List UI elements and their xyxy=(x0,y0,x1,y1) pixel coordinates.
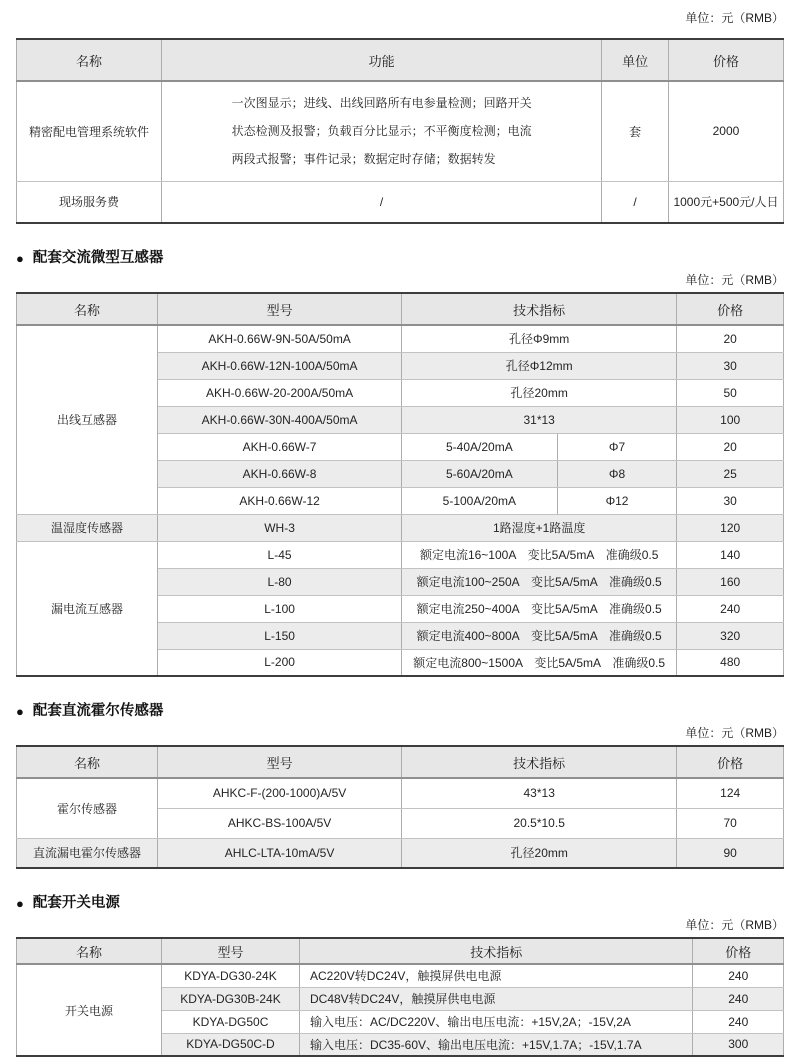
model-cell: AKH-0.66W-8 xyxy=(158,460,402,487)
model-cell: KDYA-DG50C xyxy=(161,1010,299,1033)
price-cell: 30 xyxy=(677,352,784,379)
tech-cell: AC220V转DC24V，触摸屏供电电源 xyxy=(300,964,693,987)
tech-cell: 输入电压：AC/DC220V、输出电压电流：+15V,2A；-15V,2A xyxy=(300,1010,693,1033)
tech-cell: 孔径20mm xyxy=(402,838,677,868)
price-cell: 1000元+500元/人日 xyxy=(668,181,783,223)
price-cell: 240 xyxy=(693,987,784,1010)
model-cell: L-150 xyxy=(158,622,402,649)
model-cell: AKH-0.66W-7 xyxy=(158,433,402,460)
function-cell xyxy=(161,81,601,181)
bullet-icon: ● xyxy=(16,250,24,266)
group-name-cell: 漏电流互感器 xyxy=(17,541,158,676)
table-row xyxy=(17,514,784,541)
column-header-price: 价格 xyxy=(677,293,784,325)
price-cell: 100 xyxy=(677,406,784,433)
name-cell: 精密配电管理系统软件 xyxy=(17,81,162,181)
price-cell: 240 xyxy=(677,595,784,622)
price-cell: 2000 xyxy=(668,81,783,181)
price-cell: 124 xyxy=(677,778,784,808)
table-row xyxy=(17,81,784,181)
model-cell: AKH-0.66W-12N-100A/50mA xyxy=(158,352,402,379)
function-line: 状态检测及报警；负载百分比显示；不平衡度检测；电流 xyxy=(231,124,532,139)
column-header-model: 型号 xyxy=(158,746,402,778)
price-cell: 120 xyxy=(677,514,784,541)
table-row xyxy=(17,964,784,987)
model-cell: L-100 xyxy=(158,595,402,622)
tech-cell: 31*13 xyxy=(402,406,677,433)
group-name-cell: 出线互感器 xyxy=(17,325,158,514)
tech-diameter-cell: Φ7 xyxy=(557,433,677,460)
tech-cell: 20.5*10.5 xyxy=(402,808,677,838)
function-line: 两段式报警；事件记录；数据定时存储；数据转发 xyxy=(231,152,496,167)
column-header-name: 名称 xyxy=(17,39,162,81)
model-cell: KDYA-DG30B-24K xyxy=(161,987,299,1010)
dc-hall-price-table xyxy=(16,745,784,869)
model-cell: AKH-0.66W-20-200A/50mA xyxy=(158,379,402,406)
tech-diameter-cell: Φ8 xyxy=(557,460,677,487)
table-row xyxy=(17,541,784,568)
group-name-cell: 开关电源 xyxy=(17,964,162,1056)
table-header-row xyxy=(17,938,784,964)
tech-range-cell: 5-60A/20mA xyxy=(402,460,558,487)
table-row xyxy=(17,778,784,808)
column-header-name: 名称 xyxy=(17,938,162,964)
price-cell: 30 xyxy=(677,487,784,514)
model-cell: KDYA-DG50C-D xyxy=(161,1033,299,1056)
model-cell: AKH-0.66W-30N-400A/50mA xyxy=(158,406,402,433)
name-cell: 现场服务费 xyxy=(17,181,162,223)
psu-price-table xyxy=(16,937,784,1057)
column-header-unit: 单位 xyxy=(602,39,669,81)
price-cell: 240 xyxy=(693,964,784,987)
tech-cell: 孔径Φ12mm xyxy=(402,352,677,379)
tech-cell: 输入电压：DC35-60V、输出电压电流：+15V,1.7A；-15V,1.7A xyxy=(300,1033,693,1056)
tech-cell: 孔径20mm xyxy=(402,379,677,406)
price-cell: 25 xyxy=(677,460,784,487)
tech-cell: 额定电流100~250A 变比5A/5mA 准确级0.5 xyxy=(402,568,677,595)
column-header-name: 名称 xyxy=(17,746,158,778)
model-cell: L-45 xyxy=(158,541,402,568)
section-title-psu xyxy=(16,893,784,913)
tech-cell: 1路湿度+1路温度 xyxy=(402,514,677,541)
table-header-row xyxy=(17,39,784,81)
column-header-tech: 技术指标 xyxy=(300,938,693,964)
tech-diameter-cell: Φ12 xyxy=(557,487,677,514)
price-cell: 160 xyxy=(677,568,784,595)
model-cell: AKH-0.66W-9N-50A/50mA xyxy=(158,325,402,352)
unit-note-ac-ct: 单位：元（RMB） xyxy=(685,273,784,287)
function-cell: / xyxy=(161,181,601,223)
column-header-model: 型号 xyxy=(161,938,299,964)
price-cell: 20 xyxy=(677,433,784,460)
section-title-text: 配套交流微型互感器 xyxy=(32,250,164,266)
tech-cell: 额定电流16~100A 变比5A/5mA 准确级0.5 xyxy=(402,541,677,568)
column-header-price: 价格 xyxy=(693,938,784,964)
model-cell: L-200 xyxy=(158,649,402,676)
table-row xyxy=(17,181,784,223)
tech-cell: 额定电流250~400A 变比5A/5mA 准确级0.5 xyxy=(402,595,677,622)
column-header-tech: 技术指标 xyxy=(402,293,677,325)
tech-range-cell: 5-40A/20mA xyxy=(402,433,558,460)
column-header-price: 价格 xyxy=(668,39,783,81)
tech-cell: 额定电流800~1500A 变比5A/5mA 准确级0.5 xyxy=(402,649,677,676)
price-cell: 240 xyxy=(693,1010,784,1033)
tech-cell: DC48V转DC24V，触摸屏供电电源 xyxy=(300,987,693,1010)
section-title-dc-hall xyxy=(16,701,784,721)
model-cell: AKH-0.66W-12 xyxy=(158,487,402,514)
model-cell: AHLC-LTA-10mA/5V xyxy=(158,838,402,868)
unit-cell: 套 xyxy=(602,81,669,181)
ac-ct-price-table xyxy=(16,292,784,677)
unit-note-dc-hall: 单位：元（RMB） xyxy=(685,726,784,740)
bullet-icon: ● xyxy=(16,703,24,719)
software-price-table xyxy=(16,38,784,224)
bullet-icon: ● xyxy=(16,895,24,911)
section-title-text: 配套直流霍尔传感器 xyxy=(32,703,164,719)
tech-cell: 43*13 xyxy=(402,778,677,808)
unit-note-psu: 单位：元（RMB） xyxy=(685,918,784,932)
price-cell: 320 xyxy=(677,622,784,649)
model-cell: KDYA-DG30-24K xyxy=(161,964,299,987)
function-lines xyxy=(232,89,532,173)
model-cell: AHKC-BS-100A/5V xyxy=(158,808,402,838)
group-name-cell: 霍尔传感器 xyxy=(17,778,158,838)
tech-range-cell: 5-100A/20mA xyxy=(402,487,558,514)
column-header-tech: 技术指标 xyxy=(402,746,677,778)
name-cell: 直流漏电霍尔传感器 xyxy=(17,838,158,868)
column-header-price: 价格 xyxy=(677,746,784,778)
model-cell: WH-3 xyxy=(158,514,402,541)
column-header-func: 功能 xyxy=(161,39,601,81)
model-cell: AHKC-F-(200-1000)A/5V xyxy=(158,778,402,808)
section-title-text: 配套开关电源 xyxy=(32,895,120,911)
section-title-ac-ct xyxy=(16,248,784,268)
table-header-row xyxy=(17,746,784,778)
column-header-model: 型号 xyxy=(158,293,402,325)
unit-note-top: 单位：元（RMB） xyxy=(685,11,784,25)
table-header-row xyxy=(17,293,784,325)
price-cell: 90 xyxy=(677,838,784,868)
column-header-name: 名称 xyxy=(17,293,158,325)
price-cell: 70 xyxy=(677,808,784,838)
tech-cell: 孔径Φ9mm xyxy=(402,325,677,352)
price-cell: 20 xyxy=(677,325,784,352)
name-cell: 温湿度传感器 xyxy=(17,514,158,541)
table-row xyxy=(17,325,784,352)
model-cell: L-80 xyxy=(158,568,402,595)
price-cell: 50 xyxy=(677,379,784,406)
price-cell: 480 xyxy=(677,649,784,676)
tech-cell: 额定电流400~800A 变比5A/5mA 准确级0.5 xyxy=(402,622,677,649)
price-cell: 140 xyxy=(677,541,784,568)
unit-cell: / xyxy=(602,181,669,223)
function-line: 一次图显示；进线、出线回路所有电参量检测；回路开关 xyxy=(231,96,532,111)
table-row xyxy=(17,838,784,868)
price-cell: 300 xyxy=(693,1033,784,1056)
